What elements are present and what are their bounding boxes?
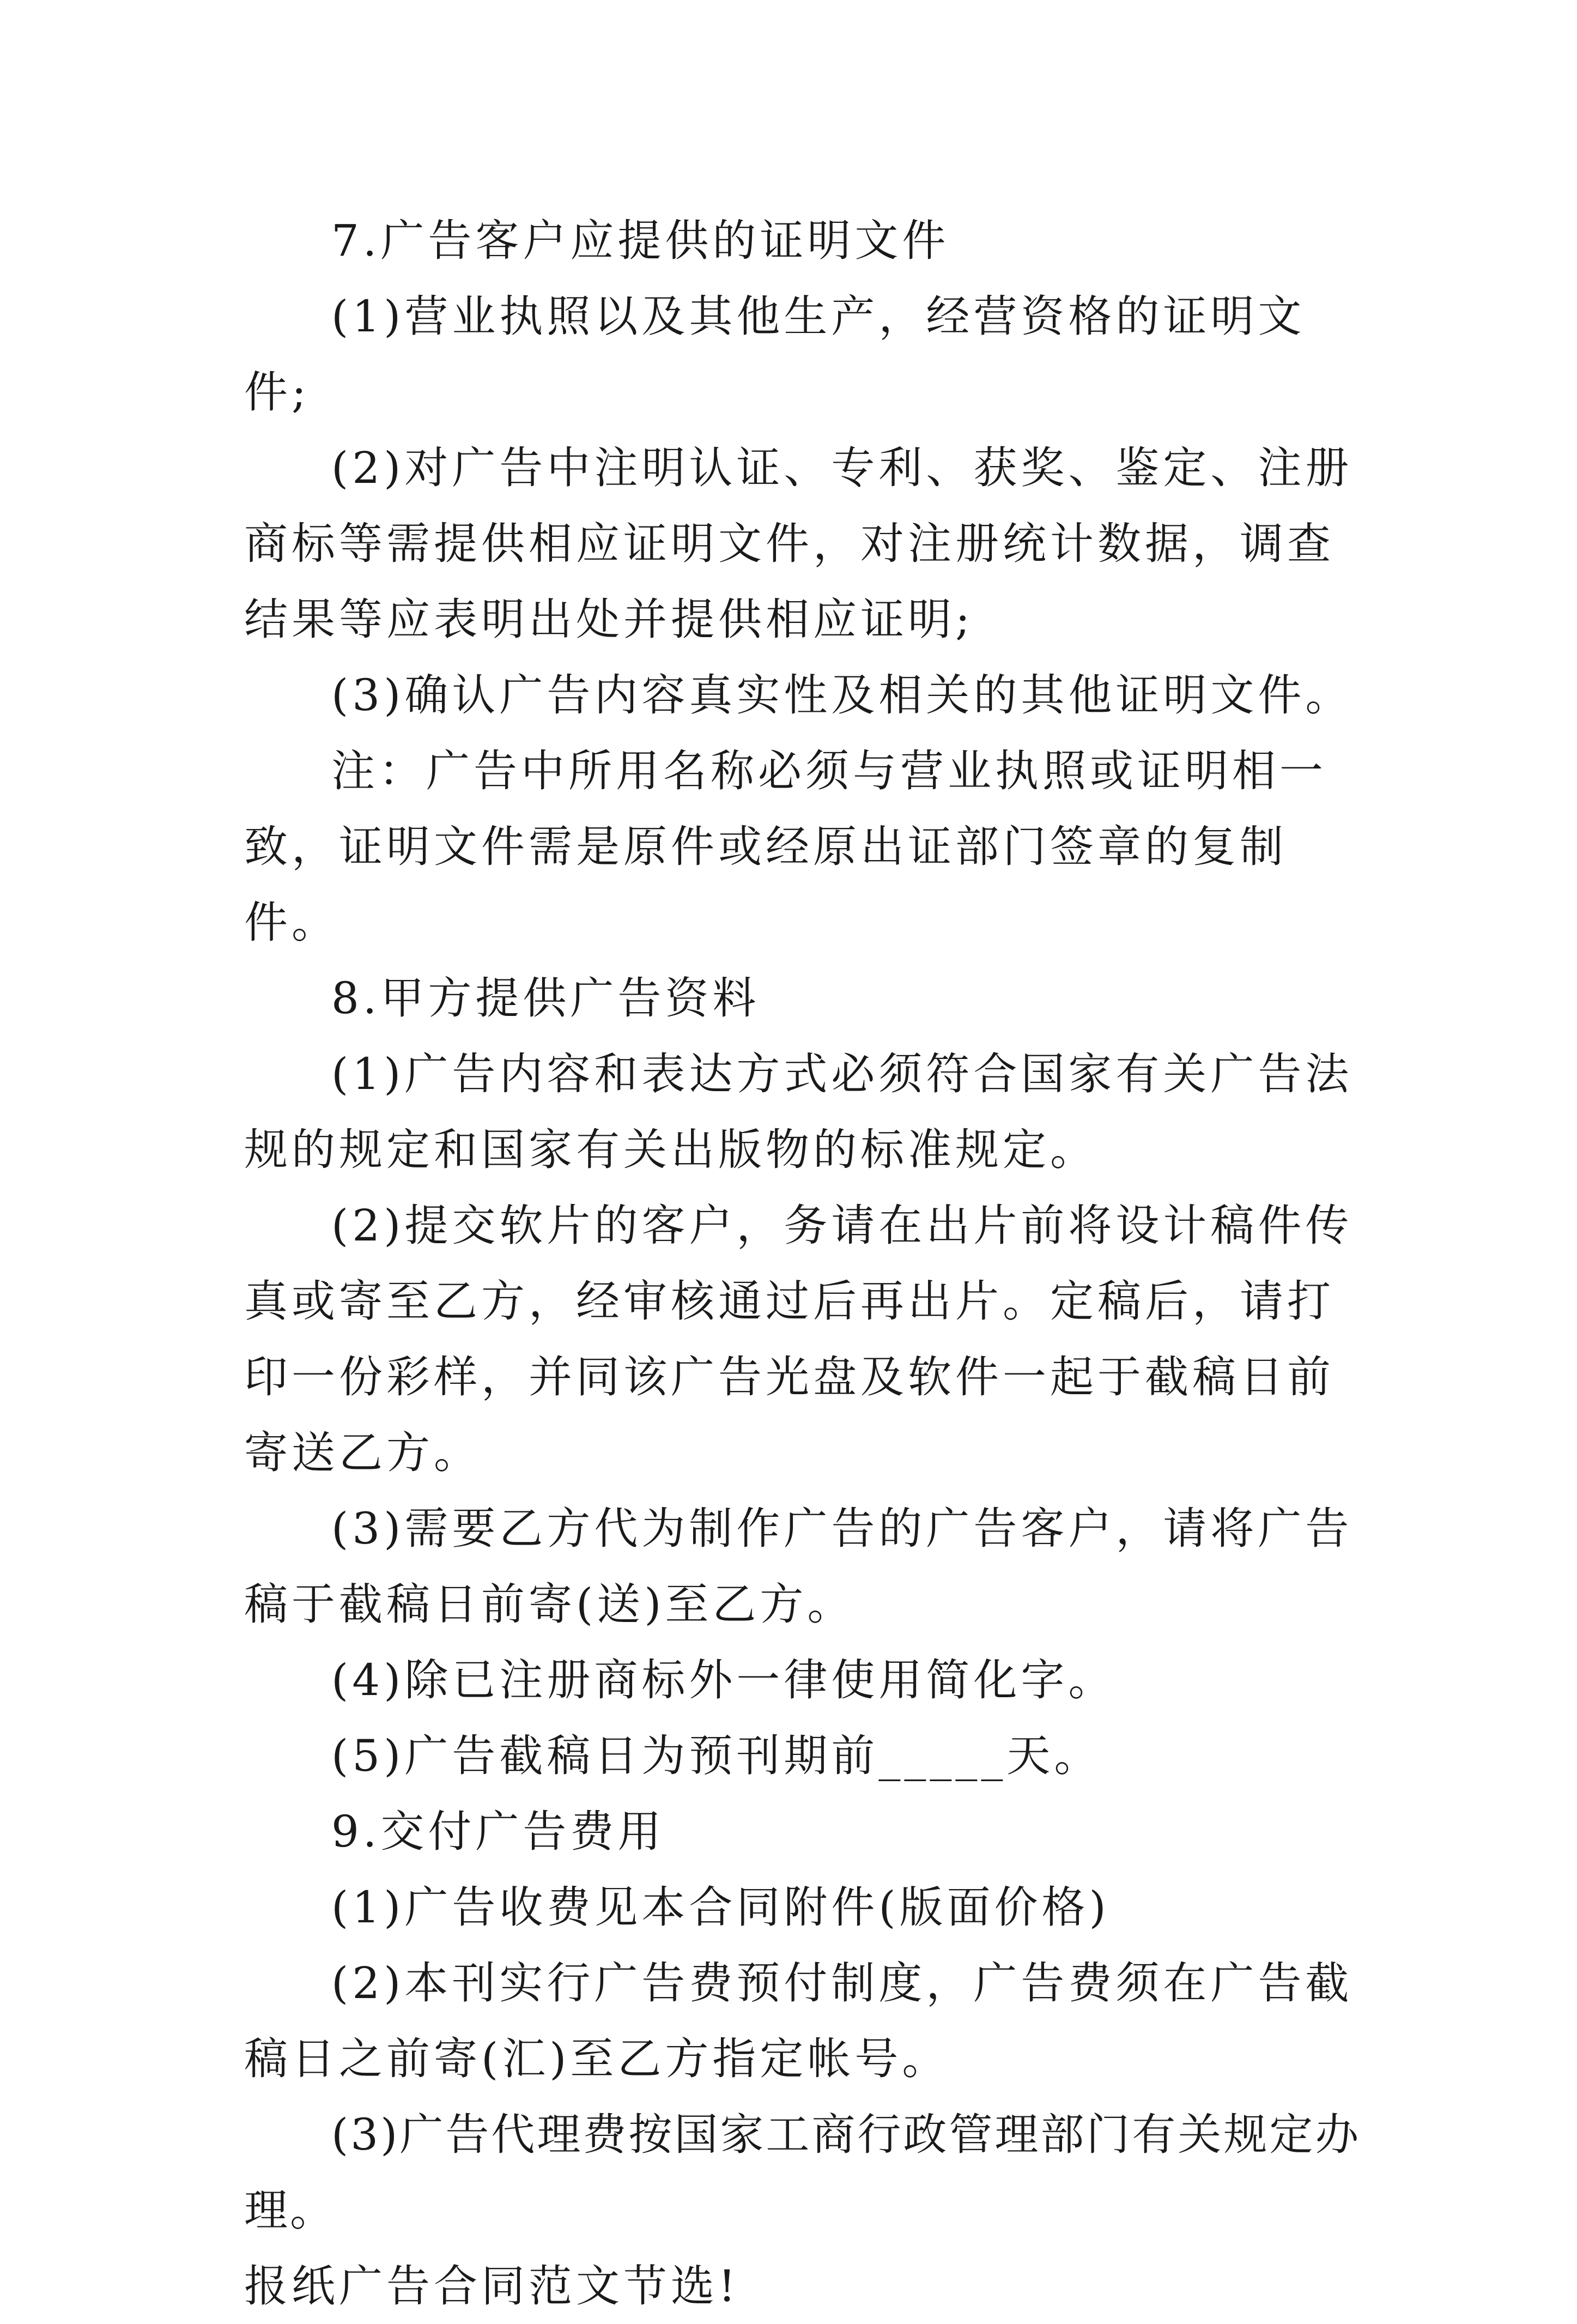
list-item: (4)除已注册商标外一律使用简化字。	[331, 1655, 1116, 1705]
section-heading-7: 7.广告客户应提供的证明文件	[331, 215, 950, 266]
list-item: (1)广告内容和表达方式必须符合国家有关广告法规的规定和国家有关出版物的标准规定。	[244, 1049, 1353, 1175]
document-body	[244, 203, 1361, 2324]
section-heading-8: 8.甲方提供广告资料	[331, 973, 760, 1024]
list-item: (3)需要乙方代为制作广告的广告客户，请将广告稿于截稿日前寄(送)至乙方。	[244, 1503, 1353, 1630]
list-item: (2)本刊实行广告费预付制度，广告费须在广告截稿日之前寄(汇)至乙方指定帐号。	[244, 1958, 1353, 2084]
list-item: (2)对广告中注明认证、专利、获奖、鉴定、注册商标等需提供相应证明文件，对注册统计数据，调查结果等应表明出处并提供相应证明;	[244, 443, 1353, 645]
list-item: (2)提交软片的客户，务请在出片前将设计稿件传真或寄至乙方，经审核通过后再出片。定稿后，请打印一份彩样，并同该广告光盘及软件一起于截稿日前寄送乙方。	[244, 1200, 1353, 1478]
section-heading-9: 9.交付广告费用	[331, 1806, 665, 1857]
list-item: (3)确认广告内容真实性及相关的其他证明文件。	[331, 670, 1353, 721]
list-item: (3)广告代理费按国家工商行政管理部门有关规定办理。	[244, 2109, 1361, 2236]
list-item: (5)广告截稿日为预刊期前_____天。	[331, 1730, 1102, 1781]
list-item: (1)营业执照以及其他生产，经营资格的证明文件;	[244, 291, 1306, 417]
note-paragraph: 注：广告中所用名称必须与营业执照或证明相一致，证明文件需是原件或经原出证部门签章的复制件。	[244, 746, 1327, 948]
list-item: (1)广告收费见本合同附件(版面价格)	[331, 1882, 1110, 1933]
closing-line: 报纸广告合同范文节选!	[244, 2261, 740, 2311]
